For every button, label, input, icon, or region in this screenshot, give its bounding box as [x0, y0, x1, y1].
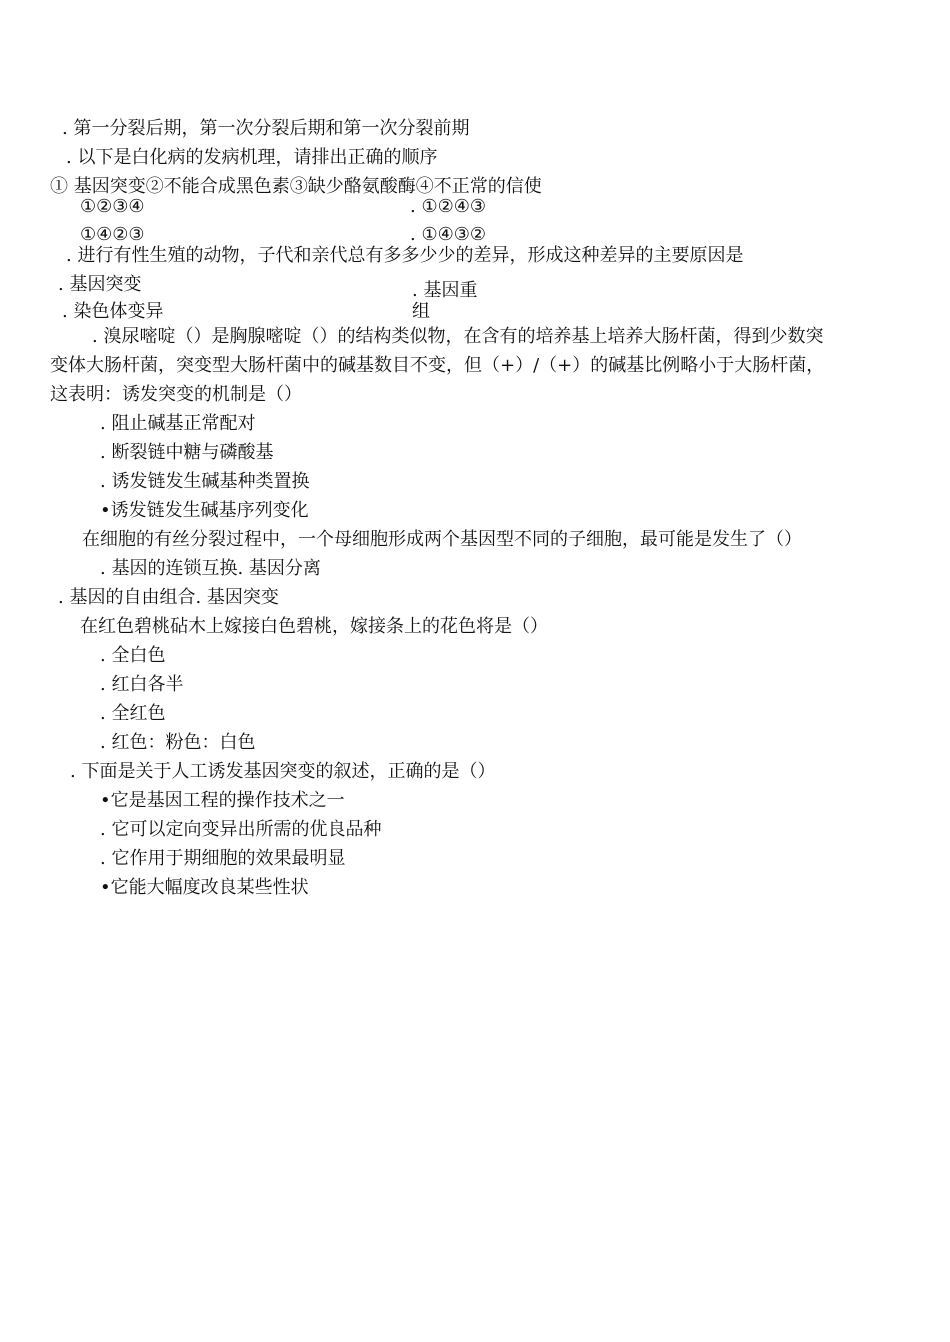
question-bromouracil-cont: 变体大肠杆菌，突变型大肠杆菌中的碱基数目不变，但（+）/（+）的碱基比例略小于大肠杆菌，: [50, 355, 825, 376]
option-a: . 阻止碱基正常配对: [100, 413, 256, 434]
option-b: . 红白各半: [100, 674, 184, 695]
option-b: . ①②④③: [410, 196, 486, 217]
options-c-d: . 基因的自由组合. 基因突变: [58, 587, 279, 608]
option-a: . 全白色: [100, 645, 166, 666]
option-b: . 它可以定向变异出所需的优良品种: [100, 819, 382, 840]
question-bromouracil-end: 这表明：诱发突变的机制是（）: [50, 384, 302, 405]
albinism-steps: ① 基因突变②不能合成黑色素③缺少酪氨酸酶④不正常的信使: [50, 176, 542, 197]
option-d: •它能大幅度改良某些性状: [100, 877, 309, 898]
options-a-b: . 基因的连锁互换. 基因分离: [100, 558, 321, 579]
option-gene-mutation: . 基因突变: [58, 274, 142, 295]
option-d: •诱发链发生碱基序列变化: [100, 500, 309, 521]
question-variation: . 进行有性生殖的动物，子代和亲代总有多多少少的差异，形成这种差异的主要原因是: [66, 245, 744, 266]
answer-option-line: . 第一分裂后期，第一次分裂后期和第一次分裂前期: [62, 118, 470, 139]
option-c: . 它作用于期细胞的效果最明显: [100, 848, 346, 869]
option-chromosome-variation: . 染色体变异: [62, 301, 164, 322]
option-gene-recombination-cont: 组: [412, 301, 430, 322]
option-d: . 红色：粉色：白色: [100, 732, 256, 753]
option-c: ①④②③: [80, 224, 145, 245]
option-c: . 全红色: [100, 703, 166, 724]
question-induced-mutation: . 下面是关于人工诱发基因突变的叙述，正确的是（）: [70, 761, 496, 782]
option-d: . ①④③②: [410, 224, 486, 245]
question-albinism: . 以下是白化病的发病机理，请排出正确的顺序: [66, 147, 438, 168]
option-c: . 诱发链发生碱基种类置换: [100, 471, 310, 492]
question-bromouracil: . 溴尿嘧啶（）是胸腺嘧啶（）的结构类似物，在含有的培养基上培养大肠杆菌，得到少数突: [92, 326, 824, 347]
question-mitosis: 在细胞的有丝分裂过程中，一个母细胞形成两个基因型不同的子细胞，最可能是发生了（）: [82, 529, 802, 550]
option-gene-recombination: . 基因重: [412, 280, 478, 301]
option-a: •它是基因工程的操作技术之一: [100, 790, 345, 811]
option-b: . 断裂链中糖与磷酸基: [100, 442, 274, 463]
option-a: ①②③④: [80, 196, 145, 217]
question-graft: 在红色碧桃砧木上嫁接白色碧桃，嫁接条上的花色将是（）: [80, 616, 548, 637]
